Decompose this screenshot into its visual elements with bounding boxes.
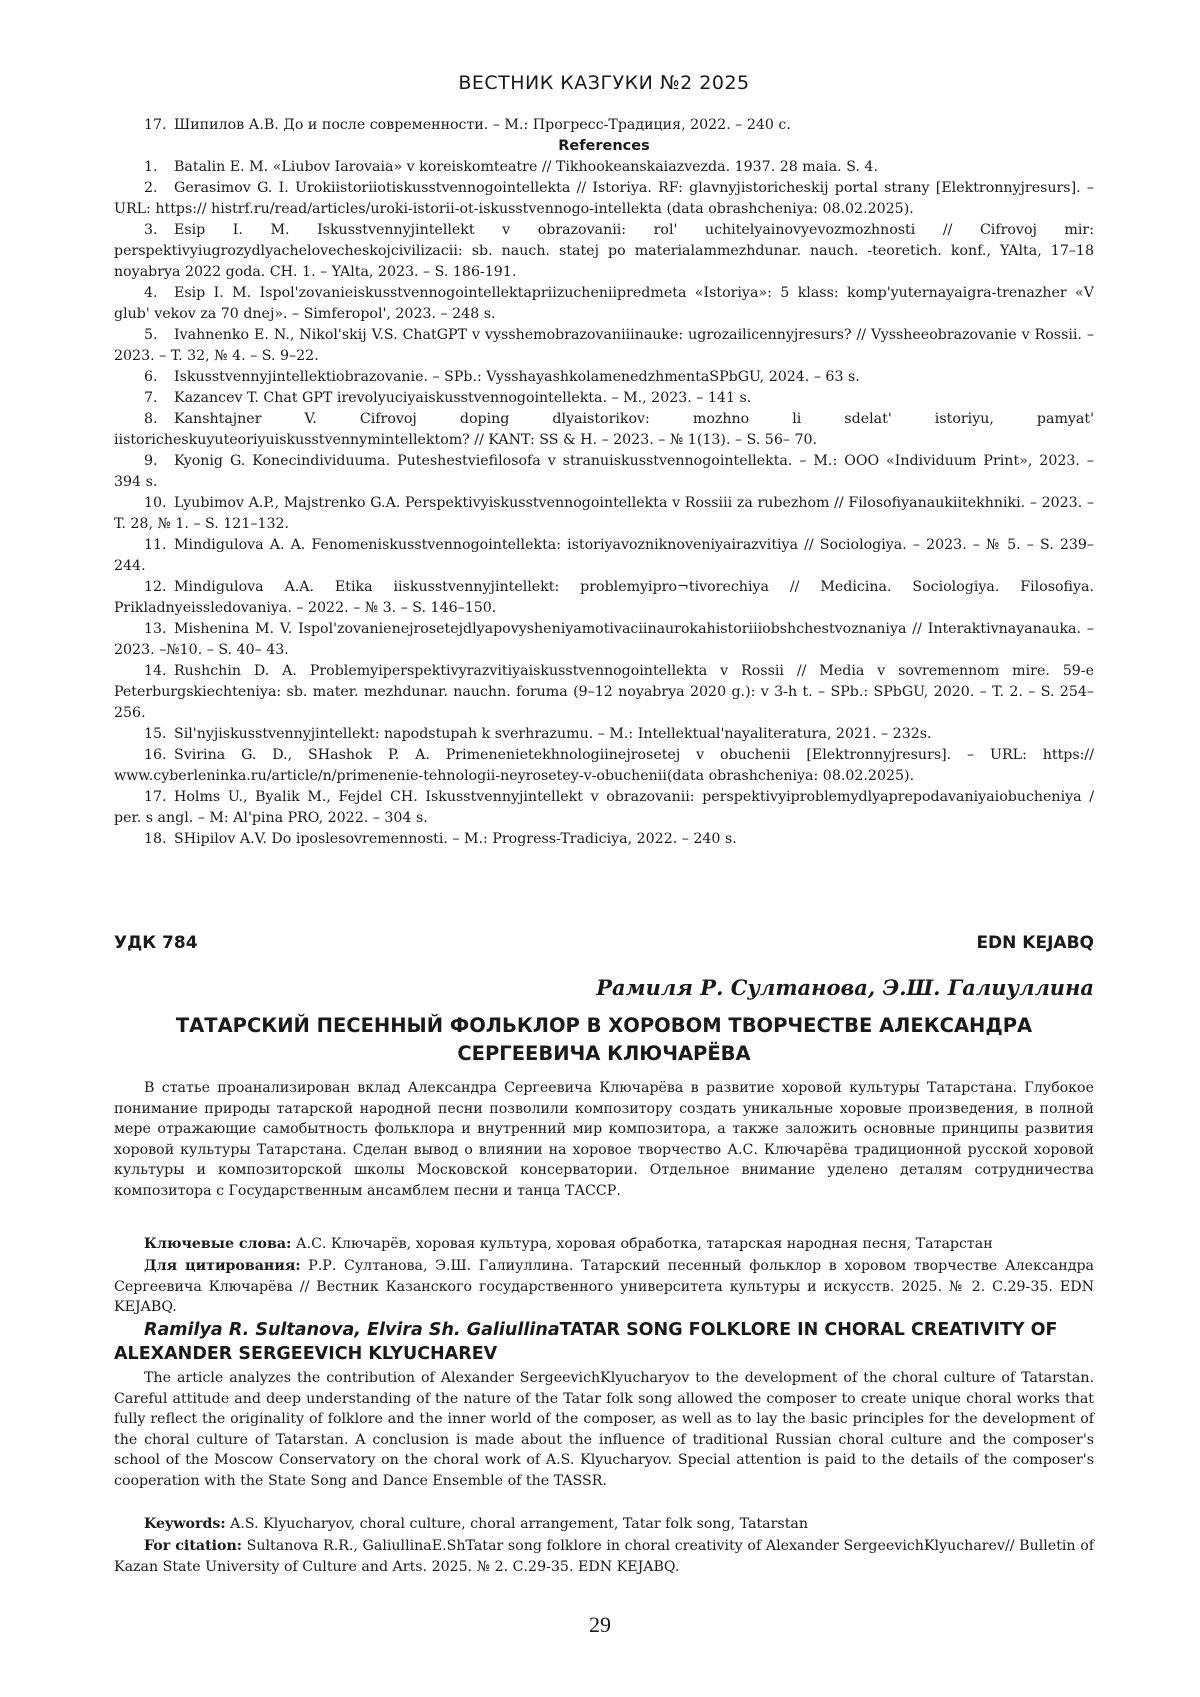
reference-item — [114, 220, 1094, 283]
ref-text: Mindigulova A. A. Fenomeniskusstvennogointellekta: istoriyavozniknoveniyairazvitiya // Sociologiya. – 2023. – № 5. – S. 239– 244. — [114, 537, 1094, 574]
ref-num: 1. — [144, 159, 158, 175]
keywords-ru-text: А.С. Ключарёв, хоровая культура, хоровая обработка, татарская народная песня, Татарстан — [291, 1236, 993, 1252]
ref-num: 10. — [144, 495, 167, 511]
ref-num: 3. — [144, 222, 158, 238]
article-title-ru — [114, 1012, 1094, 1068]
reference-item — [114, 451, 1094, 493]
reference-item — [114, 577, 1094, 619]
page-number: 29 — [589, 1612, 611, 1637]
ref-text: Ivahnenko E. N., Nikol'skij V.S. ChatGPT v vysshemobrazovaniiinauke: ugrozailicennyjresurs? // Vyssheeobrazovanie v Rossii. – 2023. – T. 32, № 4. – S. 9–22. — [114, 327, 1094, 364]
ref-num: 17. — [144, 117, 167, 133]
citation-ru-label: Для цитирования: — [144, 1258, 301, 1274]
reference-item — [114, 157, 1094, 178]
reference-item — [114, 367, 1094, 388]
reference-item — [114, 178, 1094, 220]
reference-item — [114, 388, 1094, 409]
authors-en: Ramilya R. Sultanova, Elvira Sh. Galiullina — [144, 1320, 560, 1340]
ref-text: Mindigulova A.A. Etika iiskusstvennyjintellekt: problemyipro¬tivorechiya // Medicina. Sociologiya. Filosofiya. Prikladnyeissledovaniya. – 2022. – № 3. – S. 146–150. — [114, 579, 1094, 616]
citation-ru — [114, 1256, 1094, 1318]
ref-num: 12. — [144, 579, 167, 595]
reference-item — [114, 661, 1094, 724]
ref-text: Rushchin D. A. Problemyiperspektivyrazvitiyaiskusstvennogointellekta v Rossii // Media v sovremennom mire. 59-e Peterburgskiechteniya: sb. mater. mezhdunar. nauchn. foruma (9–12 noyabrya 2020 g.): v 3-h t. – SPb.: SPbGU, 2020. – T. 2. – S. 254–256. — [114, 663, 1094, 721]
ref-text: Kyonig G. Konecindividuuma. Puteshestviefilosofa v stranuiskusstvennogointellekta. – M.: OOO «Individuum Print», 2023. – 394 s. — [114, 453, 1094, 490]
reference-item — [114, 745, 1094, 787]
ref-num: 8. — [144, 411, 158, 427]
reference-item — [114, 325, 1094, 367]
keywords-ru — [114, 1234, 1094, 1255]
ref-text: Шипилов А.В. До и после современности. – М.: Прогресс-Традиция, 2022. – 240 с. — [174, 117, 791, 133]
ref-text: Mishenina M. V. Ispol'zovanienejrosetejdlyapovysheniyamotivaciinaurokahistoriiiobshchestvoznaniya // Interaktivnayanauka. – 2023. –№10. – S. 40– 43. — [114, 621, 1094, 658]
pre-reference-item — [114, 115, 1094, 136]
references-title: References — [558, 138, 650, 154]
reference-item — [114, 535, 1094, 577]
reference-item — [114, 829, 1094, 850]
title-ru-line2: СЕРГЕЕВИЧА КЛЮЧАРЁВА — [457, 1042, 751, 1065]
reference-item — [114, 283, 1094, 325]
ref-num: 14. — [144, 663, 167, 679]
ref-num: 2. — [144, 180, 158, 196]
reference-item — [114, 409, 1094, 451]
edn-code: EDN KEJABQ — [976, 933, 1094, 953]
abstract-ru: В статье проанализирован вклад Александра Сергеевича Ключарёва в развитие хоровой культуры Татарстана. Глубокое понимание природы татарской народной песни позволили композитору создать уникальные хоровые произведения, в полной мере отражающие самобытность фольклора и внутренний мир композитора, а также заложить основные принципы развития хоровой культуры Татарстана. Сделан вывод о влиянии на хоровое творчество А.С. Ключарёва традиционной русской хоровой культуры и композиторской школы Московской консерватории. Отдельное внимание уделено деталям сотрудничества композитора с Государственным ансамблем песни и танца ТАССР. — [114, 1080, 1094, 1199]
references-list — [114, 157, 1094, 850]
citation-en-label: For citation: — [144, 1538, 243, 1554]
ref-num: 15. — [144, 726, 167, 742]
ref-text: Sil'nyjiskusstvennyjintellekt: napodstupah k sverhrazumu. – M.: Intellektual'nayaliteratura, 2021. – 232s. — [174, 726, 932, 742]
journal-header: ВЕСТНИК КАЗГУКИ №2 2025 — [458, 72, 750, 94]
ref-num: 5. — [144, 327, 158, 343]
ref-text: SHipilov A.V. Do iposlesovremennosti. – M.: Progress-Tradiciya, 2022. – 240 s. — [174, 831, 737, 847]
ref-text: Gerasimov G. I. Urokiistoriiotiskusstvennogointellekta // Istoriya. RF: glavnyjistoricheskij portal strany [Elektronnyjresurs]. – URL: https:// histrf.ru/read/articles/uroki-istorii-ot-iskusstvennogo-intellekta (data obrashcheniya: 08.02.2025). — [114, 180, 1094, 217]
keywords-ru-label: Ключевые слова: — [144, 1236, 292, 1252]
ref-text: Svirina G. D., SHashok P. A. Primenenietekhnologiinejrosetej v obuchenii [Elektronnyjresurs]. – URL: https:// www.cyberleninka.ru/article/n/primenenie-tehnologii-neyrosetey-v-obuchenii(data obrashcheniya: 08.02.2025). — [114, 747, 1094, 784]
ref-num: 13. — [144, 621, 167, 637]
abstract-en: The article analyzes the contribution of Alexander SergeevichKlyucharyov to the development of the choral culture of Tatarstan. Careful attitude and deep understanding of the nature of the Tatar folk song allowed the composer to create unique choral works that fully reflect the originality of folklore and the inner world of the composer, as well as to lay the basic principles for the development of the choral culture of Tatarstan. A conclusion is made about the influence of traditional Russian choral culture and the composer's school of the Moscow Conservatory on the choral work of A.S. Klyucharyov. Special attention is paid to the details of the composer's cooperation with the State Song and Dance Ensemble of the TASSR. — [114, 1370, 1094, 1489]
ref-text: Lyubimov A.P., Majstrenko G.A. Perspektivyiskusstvennogointellekta v Rossiii za rubezhom // Filosofiyanaukiitekhniki. – 2023. – T. 28, № 1. – S. 121–132. — [114, 495, 1094, 532]
reference-item — [114, 619, 1094, 661]
ref-text: Kanshtajner V. Cifrovoj doping dlyaistorikov: mozhno li sdelat' istoriyu, pamyat' iistoricheskuyuteoriyuiskusstvennymintellektom? // KANT: SS & H. – 2023. – № 1(13). – S. 56– 70. — [114, 411, 1094, 448]
ref-num: 7. — [144, 390, 158, 406]
ref-text: Esip I. M. Ispol'zovanieiskusstvennogointellektapriizucheniipredmeta «Istoriya»: 5 klass: komp'yuternayaigra-trenazher «V glub' vekov za 70 dnej». – Simferopol', 2023. – 248 s. — [114, 285, 1094, 322]
ref-num: 17. — [144, 789, 167, 805]
article-title-en — [114, 1318, 1094, 1366]
title-en: TATAR SONG FOLKLORE IN CHORAL CREATIVITY OF ALEXANDER SERGEEVICH KLYUCHAREV — [114, 1320, 1058, 1364]
reference-item — [114, 724, 1094, 745]
ref-text: Holms U., Byalik M., Fejdel CH. Iskusstvennyjintellekt v obrazovanii: perspektivyiproblemydlyaprepodavaniyaiobucheniya / per. s angl. – M: Al'pina PRO, 2022. – 304 s. — [114, 789, 1094, 826]
citation-ru-text: Р.Р. Султанова, Э.Ш. Галиуллина. Татарский песенный фольклор в хоровом творчестве Александра Сергеевича Ключарёва // Вестник Казанского государственного университета культуры и искусств. 2025. № 2. С.29-35. EDN KEJABQ. — [114, 1258, 1094, 1315]
title-ru-line1: ТАТАРСКИЙ ПЕСЕННЫЙ ФОЛЬКЛОР В ХОРОВОМ ТВОРЧЕСТВЕ АЛЕКСАНДРА — [175, 1014, 1033, 1037]
ref-text: Esip I. M. Iskusstvennyjintellekt v obrazovanii: rol' uchitelyainovyevozmozhnosti // Cifrovoj mir: perspektivyiugrozydlyachelovecheskojcivilizacii: sb. nauch. statej po materialammezhdunar. nauch. -teoretich. konf., YAlta, 17–18 noyabrya 2022 goda. CH. 1. – YAlta, 2023. – S. 186-191. — [114, 222, 1094, 280]
ref-num: 11. — [144, 537, 167, 553]
ref-num: 18. — [144, 831, 167, 847]
udk-code: УДК 784 — [114, 933, 198, 953]
ref-num: 4. — [144, 285, 158, 301]
ref-num: 16. — [144, 747, 167, 763]
ref-num: 9. — [144, 453, 158, 469]
ref-num: 6. — [144, 369, 158, 385]
references-section — [114, 115, 1094, 850]
reference-item — [114, 787, 1094, 829]
keywords-en-text: A.S. Klyucharyov, choral culture, choral arrangement, Tatar folk song, Tatarstan — [225, 1516, 809, 1532]
ref-text: Batalin E. M. «Liubov Iarovaia» v koreiskomteatre // Tikhookeanskaiazvezda. 1937. 28 maia. S. 4. — [174, 159, 878, 175]
keywords-en — [114, 1514, 1094, 1535]
ref-text: Kazancev T. Chat GPT irevolyuciyaiskusstvennogointellekta. – M., 2023. – 141 s. — [174, 390, 752, 406]
ref-text: Iskusstvennyjintellektiobrazovanie. – SPb.: VysshayashkolamenedzhmentaSPbGU, 2024. – 63 s. — [174, 369, 860, 385]
authors-ru: Рамиля Р. Султанова, Э.Ш. Галиуллина — [596, 975, 1094, 1000]
citation-en — [114, 1536, 1094, 1577]
keywords-en-label: Keywords: — [144, 1516, 226, 1532]
reference-item — [114, 493, 1094, 535]
citation-en-text: Sultanova R.R., GaliullinaE.ShTatar song folklore in choral creativity of Alexander SergeevichKlyucharev// Bulletin of Kazan State University of Culture and Arts. 2025. № 2. С.29-35. EDN KEJABQ. — [114, 1538, 1094, 1575]
